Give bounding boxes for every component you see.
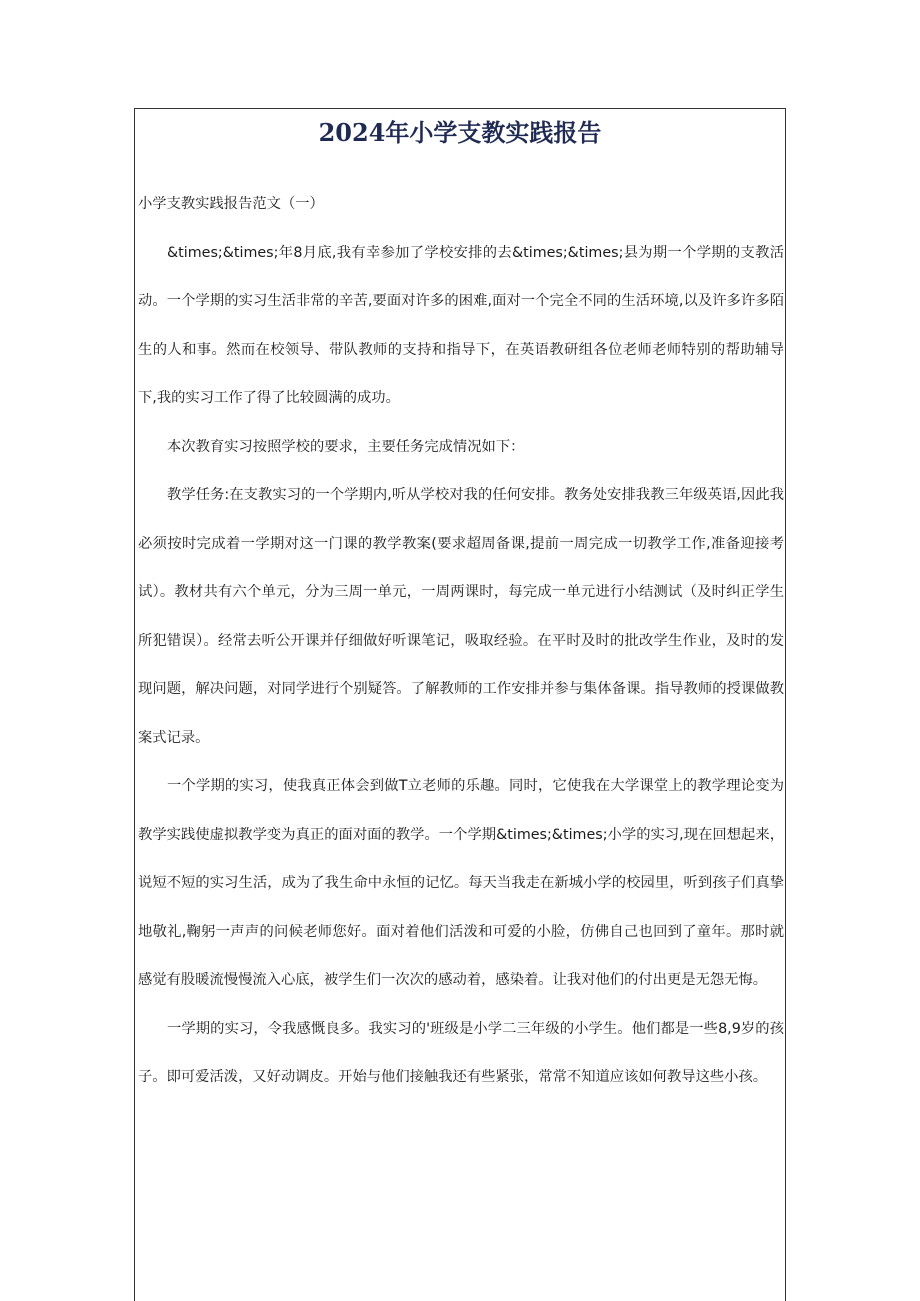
document-title: 2024年小学支教实践报告 xyxy=(318,118,602,147)
document-body xyxy=(138,180,784,1102)
paragraph: 教学任务:在支教实习的一个学期内,听从学校对我的任何安排。教务处安排我教三年级英语,因此我必须按时完成着一学期对这一门课的教学教案(要求超周备课,提前一周完成一切教学工作,准备迎接考试）。教材共有六个单元，分为三周一单元，一周两课时，每完成一单元进行小结测试（及时纠正学生所犯错误）。经常去听公开课并仔细做好听课笔记，吸取经验。在平时及时的批改学生作业，及时的发现问题，解决问题，对同学进行个别疑答。了解教师的工作安排并参与集体备课。指导教师的授课做教案式记录。 xyxy=(138,487,784,746)
paragraph: &times;&times;年8月底,我有幸参加了学校安排的去&times;&times;县为期一个学期的支教活动。一个学期的实习生活非常的辛苦,要面对许多的困难,面对一个完全不同的生活环境,以及许多许多陌生的人和事。然而在校领导、带队教师的支持和指导下，在英语教研组各位老师老师特别的帮助辅导下,我的实习工作了得了比较圆满的成功。 xyxy=(138,244,784,406)
paragraph: 本次教育实习按照学校的要求，主要任务完成情况如下： xyxy=(167,438,525,455)
paragraph: 一学期的实习，令我感慨良多。我实习的'班级是小学二三年级的小学生。他们都是一些8,9岁的孩子。即可爱活泼，又好动调皮。开始与他们接触我还有些紧张，常常不知道应该如何教导这些小孩。 xyxy=(138,1020,784,1085)
paragraph: 一个学期的实习，使我真正体会到做T立老师的乐趣。同时，它使我在大学课堂上的教学理论变为教学实践使虚拟教学变为真正的面对面的教学。一个学期&times;&times;小学的实习,现在回想起来，说短不短的实习生活，成为了我生命中永恒的记忆。每天当我走在新城小学的校园里，听到孩子们真挚地敬礼,鞠躬一声声的问候老师您好。面对着他们活泼和可爱的小脸，仿佛自己也回到了童年。那时就感觉有股暖流慢慢流入心底，被学生们一次次的感动着，感染着。让我对他们的付出更是无怨无悔。 xyxy=(138,778,784,988)
section-heading: 小学支教实践报告范文（一） xyxy=(138,196,324,212)
